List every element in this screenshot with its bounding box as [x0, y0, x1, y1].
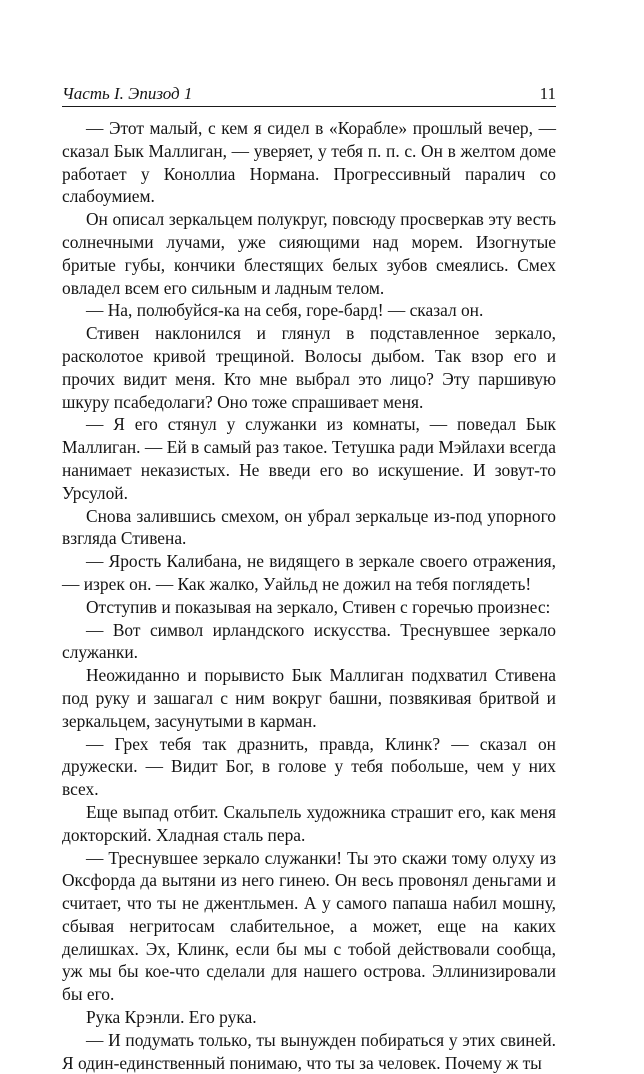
paragraph: — Вот символ ирландского искусства. Треснувшее зеркало служанки. [62, 619, 556, 663]
paragraph: Он описал зеркальцем полукруг, повсюду просверкав эту весть солнечными лучами, уже сияющими над морем. Изогнутые бритые губы, кончики блестящих белых зубов смеялись. Смех овладел всем его сильным и ладным телом. [62, 209, 556, 298]
paragraph: Снова залившись смехом, он убрал зеркальце из-под упорного взгляда Стивена. [62, 505, 556, 549]
paragraph: — Треснувшее зеркало служанки! Ты это скажи тому олуху из Оксфорда да вытяни из него гинею. Он весь провонял деньгами и считает, что ты не джентльмен. А у самого папаша набил мошну, сбывая негритосам слабительное, а может, еще на каких делишках. Эх, Клинк, если бы мы с тобой действовали сообща, уж мы бы кое-что сделали для нашего острова. Эллинизировали бы его. [62, 847, 556, 1005]
running-header [62, 84, 556, 110]
paragraph: Еще выпад отбит. Скальпель художника страшит его, как меня докторский. Хладная сталь пера. [62, 801, 556, 845]
paragraph: — Я его стянул у служанки из комнаты, — поведал Бык Маллиган. — Ей в самый раз такое. Тетушка ради Мэйлахи всегда нанимает неказистых. Не введи его во искушение. И зовут-то Урсулой. [62, 414, 556, 503]
body-text [62, 117, 556, 1074]
paragraph: — Грех тебя так дразнить, правда, Клинк? — сказал он дружески. — Видит Бог, в голове у тебя побольше, чем у них всех. [62, 733, 556, 800]
paragraph: Неожиданно и порывисто Бык Маллиган подхватил Стивена под руку и зашагал с ним вокруг башни, позвякивая бритвой и зеркальцем, засунутыми в карман. [62, 665, 556, 731]
paragraph: Стивен наклонился и глянул в подставленное зеркало, расколотое кривой трещиной. Волосы дыбом. Так взор его и прочих видит меня. Кто мне выбрал это лицо? Эту паршивую шкуру псабедолаги? Оно тоже спрашивает меня. [62, 323, 556, 412]
paragraph: Отступив и показывая на зеркало, Стивен с горечью произнес: [86, 596, 551, 617]
page-number: 11 [539, 84, 556, 103]
paragraph: — Этот малый, с кем я сидел в «Корабле» прошлый вечер, — сказал Бык Маллиган, — уверяет, у тебя п. п. с. Он в желтом доме работает у Коноллиа Нормана. Прогрессивный паралич со слабоумием. [62, 118, 556, 207]
paragraph: — Ярость Калибана, не видящего в зеркале своего отражения, — изрек он. — Как жалко, Уайльд не дожил на тебя поглядеть! [62, 551, 556, 594]
paragraph: — И подумать только, ты вынужден побираться у этих свиней. Я один-единственный понимаю, что ты за человек. Почему ж ты [62, 1029, 556, 1073]
chapter-title: Часть I. Эпизод 1 [62, 84, 193, 103]
paragraph: — На, полюбуйся-ка на себя, горе-бард! — сказал он. [86, 300, 484, 321]
header-divider [62, 106, 556, 107]
paragraph: Рука Крэнли. Его рука. [86, 1007, 257, 1028]
